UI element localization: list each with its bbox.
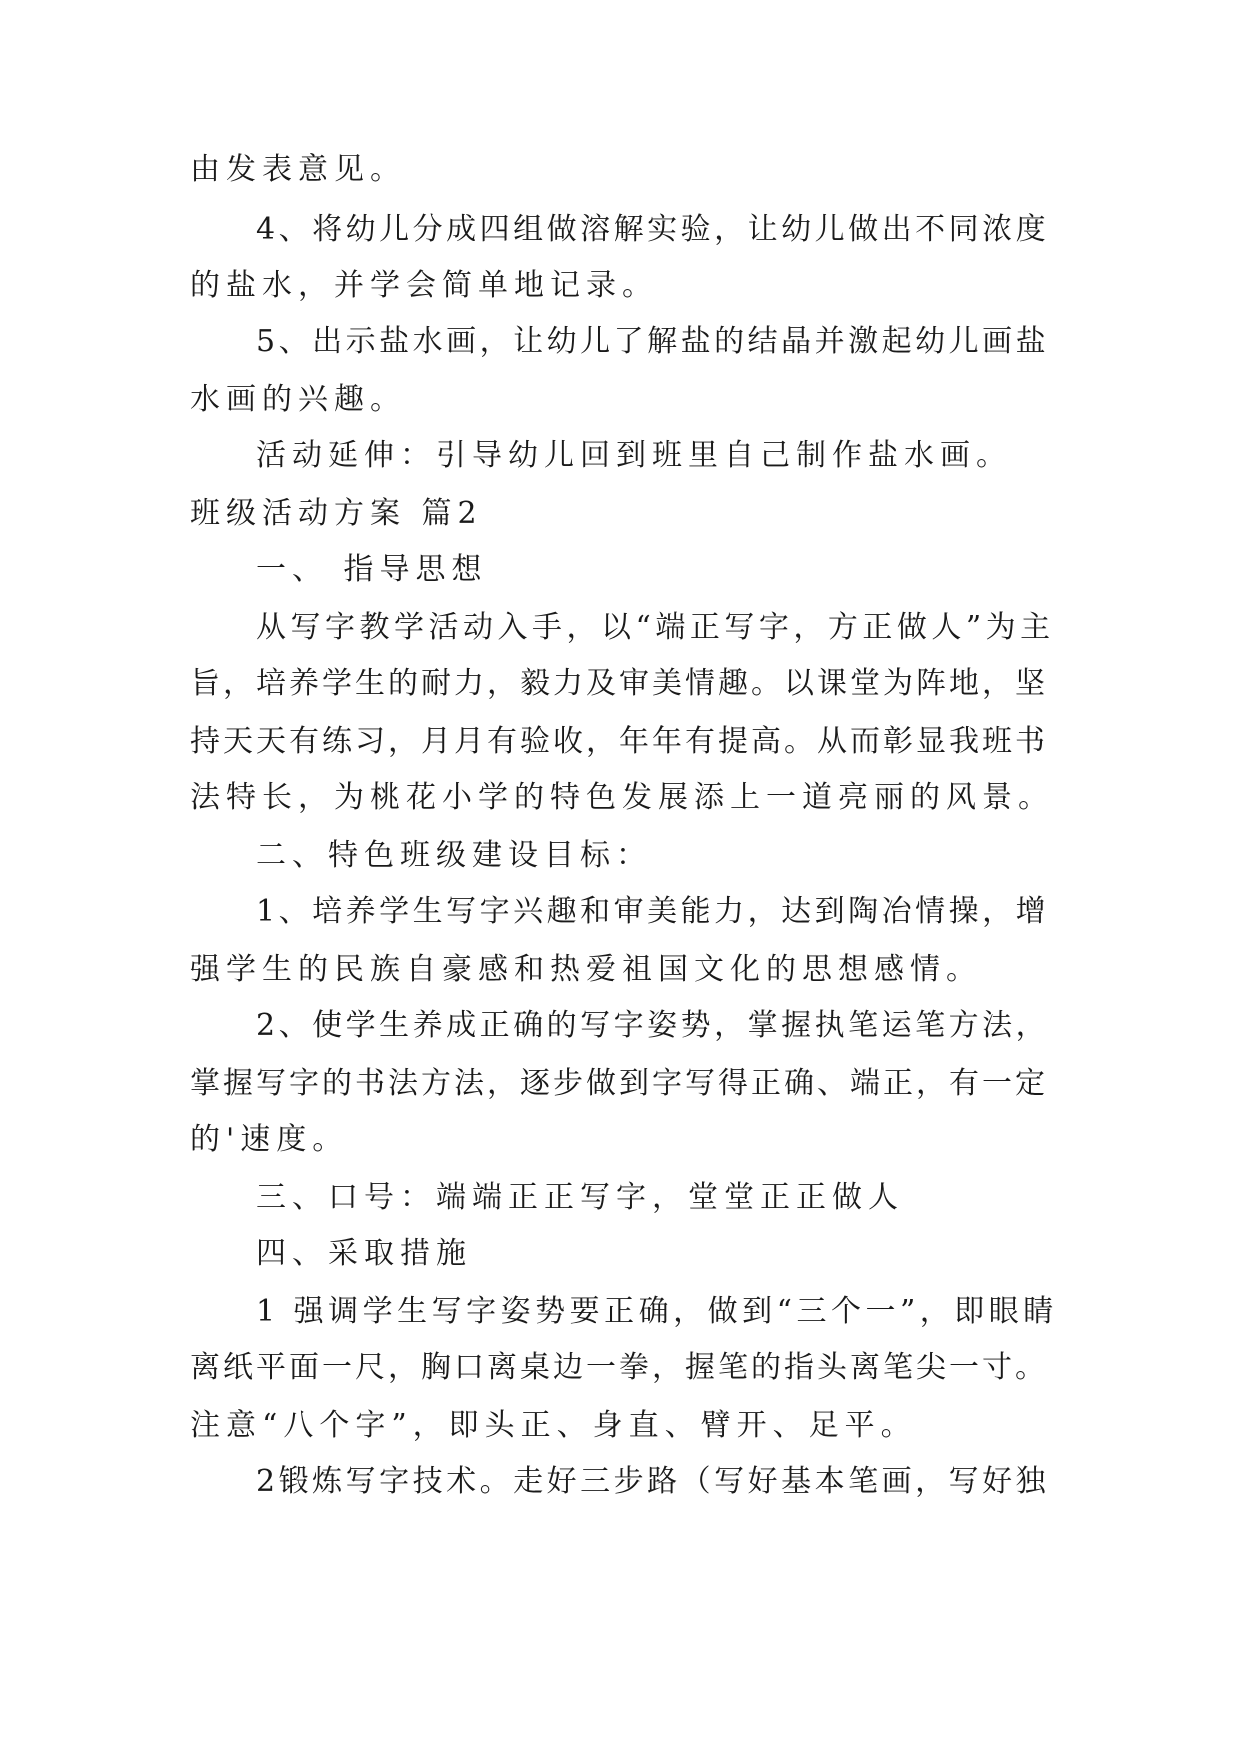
text-line: 旨，培养学生的耐力，毅力及审美情趣。以课堂为阵地，坚 bbox=[190, 666, 1048, 701]
text-line: 4、将幼儿分成四组做溶解实验，让幼儿做出不同浓度 bbox=[256, 212, 1050, 247]
text-line: 离纸平面一尺，胸口离桌边一拳，握笔的指头离笔尖一寸。 bbox=[190, 1350, 1048, 1385]
text-line: 1、培养学生写字兴趣和审美能力，达到陶冶情操，增 bbox=[256, 894, 1050, 929]
text-line: 二、特色班级建设目标： bbox=[256, 838, 652, 873]
text-line: 一、 指导思想 bbox=[256, 552, 488, 587]
text-line: 1 强调学生写字姿势要正确，做到“三个一”，即眼睛 bbox=[256, 1294, 1058, 1329]
text-line: 四、采取措施 bbox=[256, 1236, 472, 1271]
text-line: 活动延伸：引导幼儿回到班里自己制作盐水画。 bbox=[256, 438, 1012, 473]
text-line: 的盐水，并学会简单地记录。 bbox=[190, 268, 658, 303]
text-line: 从写字教学活动入手，以“端正写字，方正做人”为主 bbox=[256, 610, 1055, 645]
text-line: 三、口号：端端正正写字，堂堂正正做人 bbox=[256, 1180, 904, 1215]
text-line: 5、出示盐水画，让幼儿了解盐的结晶并激起幼儿画盐 bbox=[256, 324, 1050, 359]
text-line: 2锻炼写字技术。走好三步路（写好基本笔画，写好独 bbox=[256, 1464, 1050, 1499]
text-line: 2、使学生养成正确的写字姿势，掌握执笔运笔方法， bbox=[256, 1008, 1050, 1043]
text-line: 法特长，为桃花小学的特色发展添上一道亮丽的风景。 bbox=[190, 780, 1054, 815]
text-line: 强学生的民族自豪感和热爱祖国文化的思想感情。 bbox=[190, 952, 982, 987]
text-line: 由发表意见。 bbox=[190, 152, 406, 187]
section-heading: 班级活动方案 篇2 bbox=[190, 496, 483, 531]
text-line: 注意“八个字”，即头正、身直、臂开、足平。 bbox=[190, 1408, 917, 1443]
text-line: 水画的兴趣。 bbox=[190, 382, 406, 417]
text-line: 持天天有练习，月月有验收，年年有提高。从而彰显我班书 bbox=[190, 724, 1048, 759]
text-line: 的'速度。 bbox=[190, 1122, 349, 1157]
text-line: 掌握写字的书法方法，逐步做到字写得正确、端正，有一定 bbox=[190, 1066, 1048, 1101]
